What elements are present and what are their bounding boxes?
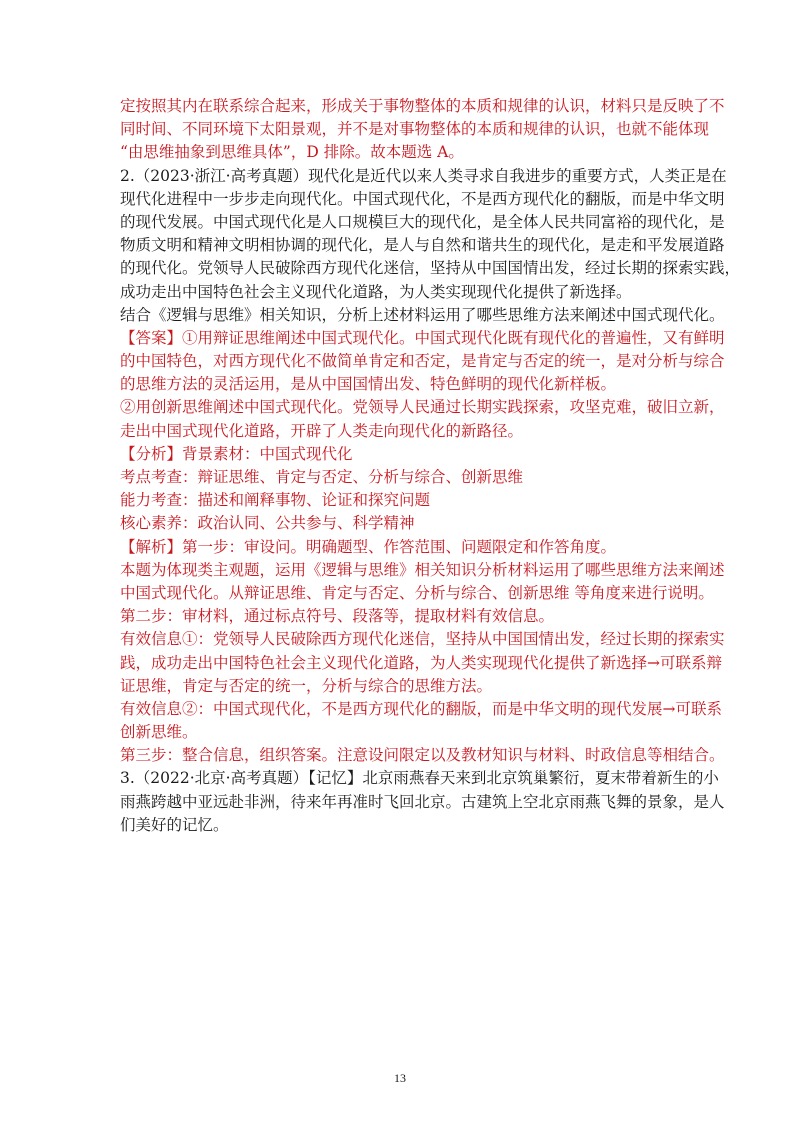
explanation-line: 第二步：审材料，通过标点符号、段落等，提取材料有效信息。 (120, 607, 555, 626)
page-content (120, 95, 741, 837)
page-number: 13 (394, 1071, 406, 1085)
explanation-line: 有效信息②：中国式现代化，不是西方现代化的翻版，而是中华文明的现代发展→可联系 (120, 699, 722, 718)
question-2-line: 物质文明和精神文明相协调的现代化，是人与自然和谐共生的现代化，是走和平发展道路 (120, 236, 725, 255)
text-line: 同时间、不同环境下太阳景观，并不是对事物整体的本质和规律的认识，也就不能体现 (120, 120, 710, 139)
analysis-line: 【分析】背景素材：中国式现代化 (120, 444, 353, 463)
explanation-line: 中国式现代化。从辩证思维、肯定与否定、分析与综合、创新思维 等角度来进行说明。 (120, 583, 714, 602)
analysis-line: 能力考查：描述和阐释事物、论证和探究问题 (120, 491, 431, 510)
answer-line: 走出中国式现代化道路，开辟了人类走向现代化的新路径。 (120, 421, 524, 440)
question-2-line: 的现代发展。中国式现代化是人口规模巨大的现代化，是全体人民共同富裕的现代化，是 (120, 212, 725, 231)
answer-line: 的中国特色，对西方现代化不做简单肯定和否定，是肯定与否定的统一，是对分析与综合 (120, 352, 725, 371)
question-3-line: 们美好的记忆。 (120, 815, 229, 834)
question-3-line: 3.（2022·北京·高考真题）【记忆】北京雨燕春天来到北京筑巢繁衍，夏末带着新生的小 (120, 769, 719, 788)
explanation-line: 创新思维。 (120, 723, 198, 742)
question-2-prompt: 结合《逻辑与思维》相关知识，分析上述材料运用了哪些思维方法来阐述中国式现代化。 (120, 305, 725, 324)
text-line: “由思维抽象到思维具体”，D 排除。故本题选 A。 (120, 143, 464, 162)
answer-line: 的思维方法的灵活运用，是从中国国情出发、特色鲜明的现代化新样板。 (120, 375, 617, 394)
explanation-line: 【解析】第一步：审设问。明确题型、作答范围、问题限定和作答角度。 (120, 537, 617, 556)
analysis-line: 考点考查：辩证思维、肯定与否定、分析与综合、创新思维 (120, 468, 524, 486)
question-2-line: 成功走出中国特色社会主义现代化道路，为人类实现现代化提供了新选择。 (120, 282, 632, 301)
text-line: 定按照其内在联系综合起来，形成关于事物整体的本质和规律的认识，材料只是反映了不 (120, 97, 725, 115)
question-2-line: 的现代化。党领导人民破除西方现代化迷信，坚持从中国国情出发，经过长期的探索实践， (120, 259, 741, 278)
explanation-line: 有效信息①：党领导人民破除西方现代化迷信，坚持从中国国情出发，经过长期的探索实 (120, 630, 725, 649)
answer-line: ②用创新思维阐述中国式现代化。党领导人民通过长期实践探索，攻坚克难，破旧立新， (120, 398, 725, 417)
question-2-line: 现代化进程中一步步走向现代化。中国式现代化，不是西方现代化的翻版，而是中华文明 (120, 189, 725, 208)
answer-line: 【答案】①用辩证思维阐述中国式现代化。中国式现代化既有现代化的普遍性，又有鲜明 (120, 328, 725, 347)
explanation-line: 践，成功走出中国特色社会主义现代化道路，为人类实现现代化提供了新选择→可联系辩 (120, 653, 722, 672)
explanation-line: 本题为体现类主观题，运用《逻辑与思维》相关知识分析材料运用了哪些思维方法来阐述 (120, 560, 725, 579)
explanation-line: 证思维，肯定与否定的统一，分析与综合的思维方法。 (120, 676, 493, 695)
explanation-line: 第三步：整合信息，组织答案。注意设问限定以及教材知识与材料、时政信息等相结合。 (120, 746, 725, 765)
question-3-line: 雨燕跨越中亚远赴非洲，待来年再准时飞回北京。古建筑上空北京雨燕飞舞的景象，是人 (120, 792, 725, 811)
analysis-line: 核心素养：政治认同、公共参与、科学精神 (120, 514, 415, 533)
question-2-line: 2.（2023·浙江·高考真题）现代化是近代以来人类寻求自我进步的重要方式，人类正是在 (120, 166, 727, 185)
